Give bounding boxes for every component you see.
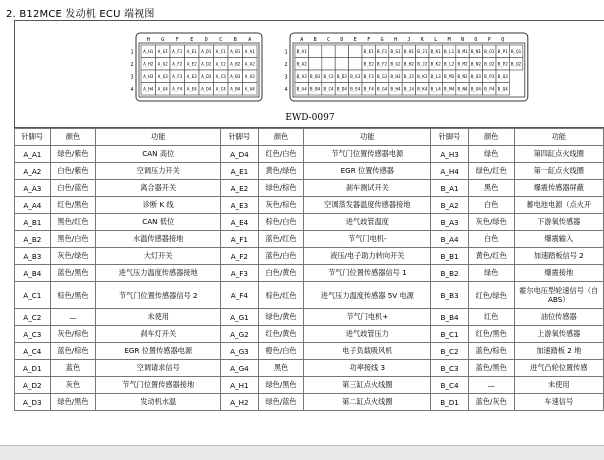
table-cell: B_B4 — [431, 309, 469, 326]
table-cell: A_B3 — [15, 248, 51, 265]
connector-b-column-letter: E — [353, 37, 357, 43]
connector-a-pin-label: A_B4 — [230, 86, 241, 92]
connector-b-pin-label: B_P3 — [484, 74, 495, 80]
connector-b-pin-label: B_P1 — [497, 49, 508, 55]
connector-b-pin-label: B_L3 — [430, 74, 441, 80]
connector-a-column-letter: B — [233, 37, 237, 43]
connector-b-pin-label: B_L2 — [444, 61, 455, 67]
table-cell: 节气门电机- — [304, 231, 431, 248]
connector-b-pin-label: B_K1 — [430, 49, 441, 55]
table-cell: B_A1 — [431, 180, 469, 197]
connector-b-pin-label: B_A4 — [296, 86, 307, 92]
connector-b-pin-label: B_F4 — [363, 86, 374, 92]
connector-a-pin-label: A_H1 — [143, 49, 154, 55]
table-row — [15, 231, 604, 248]
column-header: 针脚号 — [431, 129, 469, 146]
page-title: 2. B12MCE 发动机 ECU 端视图 — [6, 9, 155, 20]
table-cell: 红色 — [468, 309, 514, 326]
connector-b-column-letter: M — [447, 37, 451, 43]
table-cell: A_G4 — [221, 360, 259, 377]
connector-b-column-letter: L — [434, 37, 438, 43]
connector-b-pin-label: B_E2 — [363, 61, 374, 67]
connector-b-pin — [322, 45, 335, 58]
table-cell: 刹车测试开关 — [304, 180, 431, 197]
connector-b-column-letter: Q — [501, 37, 505, 43]
table-cell: 白色/紫色 — [50, 163, 96, 180]
connector-a-pin-label: A_E1 — [186, 49, 197, 55]
connector-b-pin — [322, 58, 335, 71]
table-cell: A_H2 — [221, 394, 259, 411]
table-cell: B_C3 — [431, 360, 469, 377]
table-cell: 红色/黄色 — [258, 326, 304, 343]
table-cell: 绿色/蓝色 — [258, 394, 304, 411]
table-row — [15, 282, 604, 309]
table-cell: A_D2 — [15, 377, 51, 394]
connector-a-row-number: 2 — [130, 61, 134, 68]
table-cell: A_C2 — [15, 309, 51, 326]
table-cell: A_H4 — [431, 163, 469, 180]
column-header: 针脚号 — [221, 129, 259, 146]
connector-b-pin-label: B_H3 — [390, 74, 401, 80]
table-cell: 节气门位置传感器接地 — [96, 377, 221, 394]
connector-b-column-letter: O — [474, 37, 478, 43]
table-cell: B_C4 — [431, 377, 469, 394]
connector-b-pin-label: B_A1 — [296, 49, 307, 55]
connector-a-pin-label: A_H2 — [143, 61, 154, 67]
table-cell: A_C4 — [15, 343, 51, 360]
connector-b-pin-label: B_K2 — [430, 61, 441, 67]
table-cell: 黑色 — [258, 360, 304, 377]
connector-a-pin-label: A_C3 — [215, 74, 226, 80]
connector-a-row-number: 3 — [130, 74, 134, 81]
connector-a-pin-label: A_E4 — [186, 86, 197, 92]
table-cell: 棕色/白色 — [258, 214, 304, 231]
column-header: 颜色 — [468, 129, 514, 146]
connector-b-pin-label: B_L1 — [444, 49, 455, 55]
connector-a-pin-label: A_F2 — [172, 61, 183, 67]
connector-b-row-number: 2 — [284, 61, 288, 68]
table-cell: 加速踏板 2 地 — [514, 343, 603, 360]
table-cell: 大灯开关 — [96, 248, 221, 265]
connector-b-pin-label: B_G1 — [390, 49, 401, 55]
connector-b-pin — [349, 58, 362, 71]
table-cell: 灰色/绿色 — [468, 214, 514, 231]
connector-b-pin-label: B_J1 — [417, 49, 428, 55]
table-row — [15, 214, 604, 231]
table-row — [15, 180, 604, 197]
table-cell: 黑色/红色 — [50, 214, 96, 231]
table-cell: A_C3 — [15, 326, 51, 343]
connector-a-pin-label: A_A1 — [244, 49, 255, 55]
connector-b-pin-label: B_F3 — [363, 74, 374, 80]
connector-a-pin-label: A_F1 — [172, 49, 183, 55]
connector-a-column-letter: D — [204, 37, 208, 43]
table-cell: 进气歧管温度 — [304, 214, 431, 231]
table-cell: A_B1 — [15, 214, 51, 231]
table-cell: A_G1 — [221, 309, 259, 326]
connector-b-pin-label: B_O4 — [470, 86, 481, 92]
connector-b-column-letter: B — [313, 37, 317, 43]
connector-b-column-letter: K — [420, 37, 424, 43]
table-cell: 节气门位置传感器信号 1 — [304, 265, 431, 282]
table-cell: 未使用 — [514, 377, 603, 394]
connector-a-column-letter: F — [175, 37, 179, 43]
table-cell: A_G3 — [221, 343, 259, 360]
connector-a-column-letter: C — [219, 37, 223, 43]
table-cell: 节气门位置传感器电源 — [304, 146, 431, 163]
pin-table — [14, 128, 604, 411]
table-cell: 红色/绿色 — [468, 282, 514, 309]
connector-a-pin-label: A_H3 — [143, 74, 154, 80]
table-cell: B_A4 — [431, 231, 469, 248]
connector-a-pin-label: A_H4 — [143, 86, 154, 92]
connector-b-pin-label: B_F1 — [377, 49, 388, 55]
table-row — [15, 265, 604, 282]
table-cell: A_F4 — [221, 282, 259, 309]
table-cell: 蓝色/红色 — [258, 231, 304, 248]
connector-b-column-letter: C — [326, 37, 331, 43]
table-cell: A_G2 — [221, 326, 259, 343]
connector-a-pin-label: A_E2 — [186, 61, 197, 67]
connector-b-pin-label: B_D4 — [336, 86, 347, 92]
table-cell: 未使用 — [96, 309, 221, 326]
table-cell: 绿色/黑色 — [50, 394, 96, 411]
table-cell: 蓝色/黑色 — [50, 265, 96, 282]
table-cell: 节气门位置传感器信号 2 — [96, 282, 221, 309]
connector-a-column-letter: A — [248, 37, 252, 43]
table-cell: 灰色/棕色 — [258, 197, 304, 214]
table-cell: 爆震传感器屏蔽 — [514, 180, 603, 197]
table-cell: 灰色/棕色 — [50, 326, 96, 343]
table-cell: 第二缸点火线圈 — [304, 394, 431, 411]
table-row — [15, 343, 604, 360]
connector-b-pin-label: B_E1 — [363, 49, 374, 55]
connector-b-pin-label: B_J3 — [403, 74, 414, 80]
table-cell: 下游氧传感器 — [514, 214, 603, 231]
column-header: 针脚号 — [15, 129, 51, 146]
connector-b-pin — [335, 58, 348, 71]
column-header: 颜色 — [258, 129, 304, 146]
table-cell: 车速信号 — [514, 394, 603, 411]
table-cell: B_C2 — [431, 343, 469, 360]
table-row — [15, 248, 604, 265]
table-cell: A_B2 — [15, 231, 51, 248]
table-cell: 水温传感器接地 — [96, 231, 221, 248]
connector-a-column-letter: G — [161, 37, 165, 43]
table-row — [15, 146, 604, 163]
connector-b-pin-label: B_Q2 — [511, 61, 522, 67]
table-cell: 电子负载吸风机 — [304, 343, 431, 360]
table-cell: A_F2 — [221, 248, 259, 265]
connector-a-pin-label: A_B1 — [230, 49, 241, 55]
connector-b-pin-label: B_C3 — [323, 74, 334, 80]
connector-b-pin-label: B_P2 — [497, 61, 508, 67]
connector-b-pin-label: B_M2 — [457, 61, 468, 67]
connector-b-column-letter: D — [340, 37, 344, 43]
table-cell: B_A3 — [431, 214, 469, 231]
table-cell: 空调蒸发器温度传感器接地 — [304, 197, 431, 214]
table-cell: B_B2 — [431, 265, 469, 282]
table-cell: 液压/电子助力转向开关 — [304, 248, 431, 265]
table-cell: B_B3 — [431, 282, 469, 309]
connector-b-pin-label: B_M1 — [457, 49, 468, 55]
connector-b-pin-label: B_C4 — [323, 86, 334, 92]
table-cell: A_E4 — [221, 214, 259, 231]
table-cell: 离合器开关 — [96, 180, 221, 197]
column-header: 功能 — [304, 129, 431, 146]
connector-b-pin-label: B_O3 — [470, 74, 481, 80]
connector-b-pin-label: B_J4 — [403, 86, 414, 92]
connector-a-pin-label: A_F3 — [172, 74, 183, 80]
table-row — [15, 163, 604, 180]
table-cell: 进气压力温度传感器接地 — [96, 265, 221, 282]
connector-b-pin-label: B_D3 — [336, 74, 347, 80]
connector-b-column-letter: G — [380, 37, 384, 43]
table-cell: EGR 位置传感器 — [304, 163, 431, 180]
connector-diagram — [14, 20, 604, 128]
table-cell: 蓝色/白色 — [258, 248, 304, 265]
connector-b-pin-label: B_A2 — [296, 61, 307, 67]
table-cell: 蓝色 — [50, 360, 96, 377]
connector-b-pin-label: B_Q1 — [511, 49, 522, 55]
connector-a-pin-label: A_G2 — [157, 61, 168, 67]
table-cell: 绿色/黄色 — [258, 309, 304, 326]
connector-b-column-letter: N — [460, 37, 465, 43]
connector-b-pin-label: B_O1 — [484, 49, 495, 55]
table-cell: B_C1 — [431, 326, 469, 343]
table-cell: 红色/黑色 — [50, 197, 96, 214]
connector-b-column-letter: J — [407, 37, 411, 43]
table-cell: 灰色/绿色 — [50, 248, 96, 265]
table-cell: B_B1 — [431, 248, 469, 265]
connector-b-row-number: 4 — [284, 86, 288, 93]
table-cell: 绿色 — [468, 265, 514, 282]
connector-a-pin-label: A_E3 — [186, 74, 197, 80]
column-header: 功能 — [96, 129, 221, 146]
table-cell: 节气门电机+ — [304, 309, 431, 326]
table-cell: A_E3 — [221, 197, 259, 214]
table-cell: 白色 — [468, 231, 514, 248]
connector-a-pin-label: A_D3 — [201, 74, 212, 80]
table-cell: 空调请求信号 — [96, 360, 221, 377]
connector-a-pin-label: A_B2 — [230, 61, 241, 67]
table-cell: 蓝色/棕色 — [50, 343, 96, 360]
connector-b-pin-label: B_K4 — [417, 86, 428, 92]
table-cell: 棕色/黑色 — [50, 282, 96, 309]
table-cell: 诊断 K 线 — [96, 197, 221, 214]
table-cell: 黑色 — [468, 180, 514, 197]
connector-b-pin-label: B_H4 — [390, 86, 401, 92]
table-cell: 绿色/紫色 — [50, 146, 96, 163]
table-header-row — [15, 129, 604, 146]
connector-b-pin-label: B_M4 — [444, 86, 455, 92]
connector-a-pin-label: A_D1 — [201, 49, 212, 55]
page-bottom-bar — [0, 445, 604, 460]
table-row — [15, 377, 604, 394]
connector-b-column-letter: A — [300, 37, 304, 43]
table-cell: — — [50, 309, 96, 326]
table-cell: 发动机水温 — [96, 394, 221, 411]
table-cell: 上游氧传感器 — [514, 326, 603, 343]
table-cell: A_A1 — [15, 146, 51, 163]
table-cell: 霍尔电压型轮速信号（自 ABS） — [514, 282, 603, 309]
connector-a-row-number: 1 — [130, 49, 134, 56]
table-cell: A_E1 — [221, 163, 259, 180]
connector-b-pin-label: B_L4 — [430, 86, 441, 92]
connector-b-pin-label: B_O2 — [484, 61, 495, 67]
table-cell: B_D1 — [431, 394, 469, 411]
table-cell: CAN 低位 — [96, 214, 221, 231]
connector-a-pin-label: A_C1 — [215, 49, 226, 55]
table-cell: 绿色/棕色 — [258, 180, 304, 197]
table-cell: A_A3 — [15, 180, 51, 197]
table-cell: 白色/黄色 — [258, 265, 304, 282]
table-cell: 第一缸点火线圈 — [514, 163, 603, 180]
table-cell: 黑色/白色 — [50, 231, 96, 248]
connector-b-pin-label: B_E4 — [350, 86, 361, 92]
table-row — [15, 309, 604, 326]
column-header: 功能 — [514, 129, 603, 146]
connector-b-row-number: 1 — [284, 49, 288, 56]
connector-b-pin-label: B_G4 — [377, 86, 388, 92]
connector-b-pin-label: B_B3 — [310, 74, 321, 80]
table-cell: 绿色 — [468, 146, 514, 163]
table-cell: 爆震输入 — [514, 231, 603, 248]
connector-b-column-letter: P — [487, 37, 491, 43]
table-cell: A_D4 — [221, 146, 259, 163]
connector-b-column-letter: F — [367, 37, 371, 43]
table-cell: A_H1 — [221, 377, 259, 394]
connector-b-pin — [335, 45, 348, 58]
table-row — [15, 394, 604, 411]
connector-a-pin-label: A_A3 — [244, 74, 255, 80]
connector-b-pin-label: B_H1 — [403, 49, 414, 55]
table-cell: A_C1 — [15, 282, 51, 309]
table-cell: 红色/白色 — [258, 146, 304, 163]
connector-a-pin-label: A_B3 — [230, 74, 241, 80]
connector-b-pin-label: B_B4 — [310, 86, 321, 92]
connector-b-pin-label: B_P4 — [484, 86, 495, 92]
table-row — [15, 360, 604, 377]
table-cell: A_F3 — [221, 265, 259, 282]
table-cell: — — [468, 377, 514, 394]
table-cell: 爆震接地 — [514, 265, 603, 282]
table-cell: 棕色/红色 — [258, 282, 304, 309]
connector-b-pin — [308, 58, 321, 71]
connector-b-pin-label: B_Q3 — [497, 74, 508, 80]
connector-a-pin-label: A_G1 — [157, 49, 168, 55]
connector-a-row-number: 4 — [130, 86, 134, 93]
connector-b-pin-label: B_J2 — [417, 61, 428, 67]
table-cell: A_A2 — [15, 163, 51, 180]
connector-b-column-letter: H — [393, 37, 398, 43]
connector-b-pin-label: B_G2 — [390, 61, 401, 67]
table-cell: 红色/黑色 — [468, 326, 514, 343]
connector-drawing — [15, 21, 604, 113]
connector-a-pin-label: A_D2 — [201, 61, 212, 67]
table-cell: 白色/蓝色 — [50, 180, 96, 197]
connector-a-column-letter: E — [190, 37, 194, 43]
table-cell: CAN 高位 — [96, 146, 221, 163]
table-cell: 功率接线 3 — [304, 360, 431, 377]
table-cell: B_A2 — [431, 197, 469, 214]
table-cell: 油位传感器 — [514, 309, 603, 326]
connector-a-pin-label: A_G4 — [157, 86, 168, 92]
table-cell: 黄色/红色 — [468, 248, 514, 265]
connector-b-pin-label: B_K3 — [417, 74, 428, 80]
table-cell: 蓝色/灰色 — [468, 394, 514, 411]
table-cell: 灰色 — [50, 377, 96, 394]
connector-a-pin-label: A_A2 — [244, 61, 255, 67]
table-cell: 蓝色/棕色 — [468, 343, 514, 360]
connector-b-pin-label: B_G3 — [377, 74, 388, 80]
connector-b-pin-label: B_E3 — [350, 74, 361, 80]
table-cell: 绿色/红色 — [468, 163, 514, 180]
connector-b-pin — [349, 45, 362, 58]
connector-b-pin-label: B_F2 — [377, 61, 388, 67]
table-cell: 第四缸点火线圈 — [514, 146, 603, 163]
table-cell: 第三缸点火线圈 — [304, 377, 431, 394]
table-cell: A_H3 — [431, 146, 469, 163]
table-cell: A_D3 — [15, 394, 51, 411]
table-cell: 橙色/白色 — [258, 343, 304, 360]
diagram-label: EWD-0097 — [285, 113, 335, 123]
connector-b-pin-label: B_M3 — [444, 74, 455, 80]
table-cell: 进气凸轮位置传感 — [514, 360, 603, 377]
connector-b-pin-label: B_N1 — [470, 49, 481, 55]
connector-a-pin-label: A_D4 — [201, 86, 212, 92]
table-cell: 蓄电池电源（点火开 — [514, 197, 603, 214]
connector-a-pin-label: A_G3 — [157, 74, 168, 80]
connector-b-pin — [308, 45, 321, 58]
table-cell: EGR 位置传感器电源 — [96, 343, 221, 360]
table-cell: A_E2 — [221, 180, 259, 197]
connector-b-pin-label: B_Q4 — [497, 86, 508, 92]
connector-b-pin-label: B_N2 — [470, 61, 481, 67]
table-cell: 进气压力温度传感器 5V 电源 — [304, 282, 431, 309]
connector-a-pin-label: A_A4 — [244, 86, 255, 92]
table-cell: A_A4 — [15, 197, 51, 214]
column-header: 颜色 — [50, 129, 96, 146]
connector-b-row-number: 3 — [284, 74, 288, 81]
connector-a-pin-label: A_F4 — [172, 86, 183, 92]
table-cell: A_D1 — [15, 360, 51, 377]
table-cell: 空调压力开关 — [96, 163, 221, 180]
table-cell: 进气歧管压力 — [304, 326, 431, 343]
connector-b-pin-label: B_N4 — [457, 86, 468, 92]
table-cell: 黄色/绿色 — [258, 163, 304, 180]
table-row — [15, 326, 604, 343]
connector-a-pin-label: A_C2 — [215, 61, 226, 67]
table-row — [15, 197, 604, 214]
connector-a-column-letter: H — [146, 37, 150, 43]
table-cell: 加速踏板信号 2 — [514, 248, 603, 265]
table-cell: 刹车灯开关 — [96, 326, 221, 343]
table-cell: 绿色/黑色 — [258, 377, 304, 394]
table-cell: 蓝色/黑色 — [468, 360, 514, 377]
connector-b-pin-label: B_A3 — [296, 74, 307, 80]
table-cell: 白色 — [468, 197, 514, 214]
connector-b-pin-label: B_N3 — [457, 74, 468, 80]
connector-b-pin-label: B_H2 — [403, 61, 414, 67]
connector-a-pin-label: A_C4 — [215, 86, 226, 92]
table-cell: A_F1 — [221, 231, 259, 248]
table-cell: A_B4 — [15, 265, 51, 282]
